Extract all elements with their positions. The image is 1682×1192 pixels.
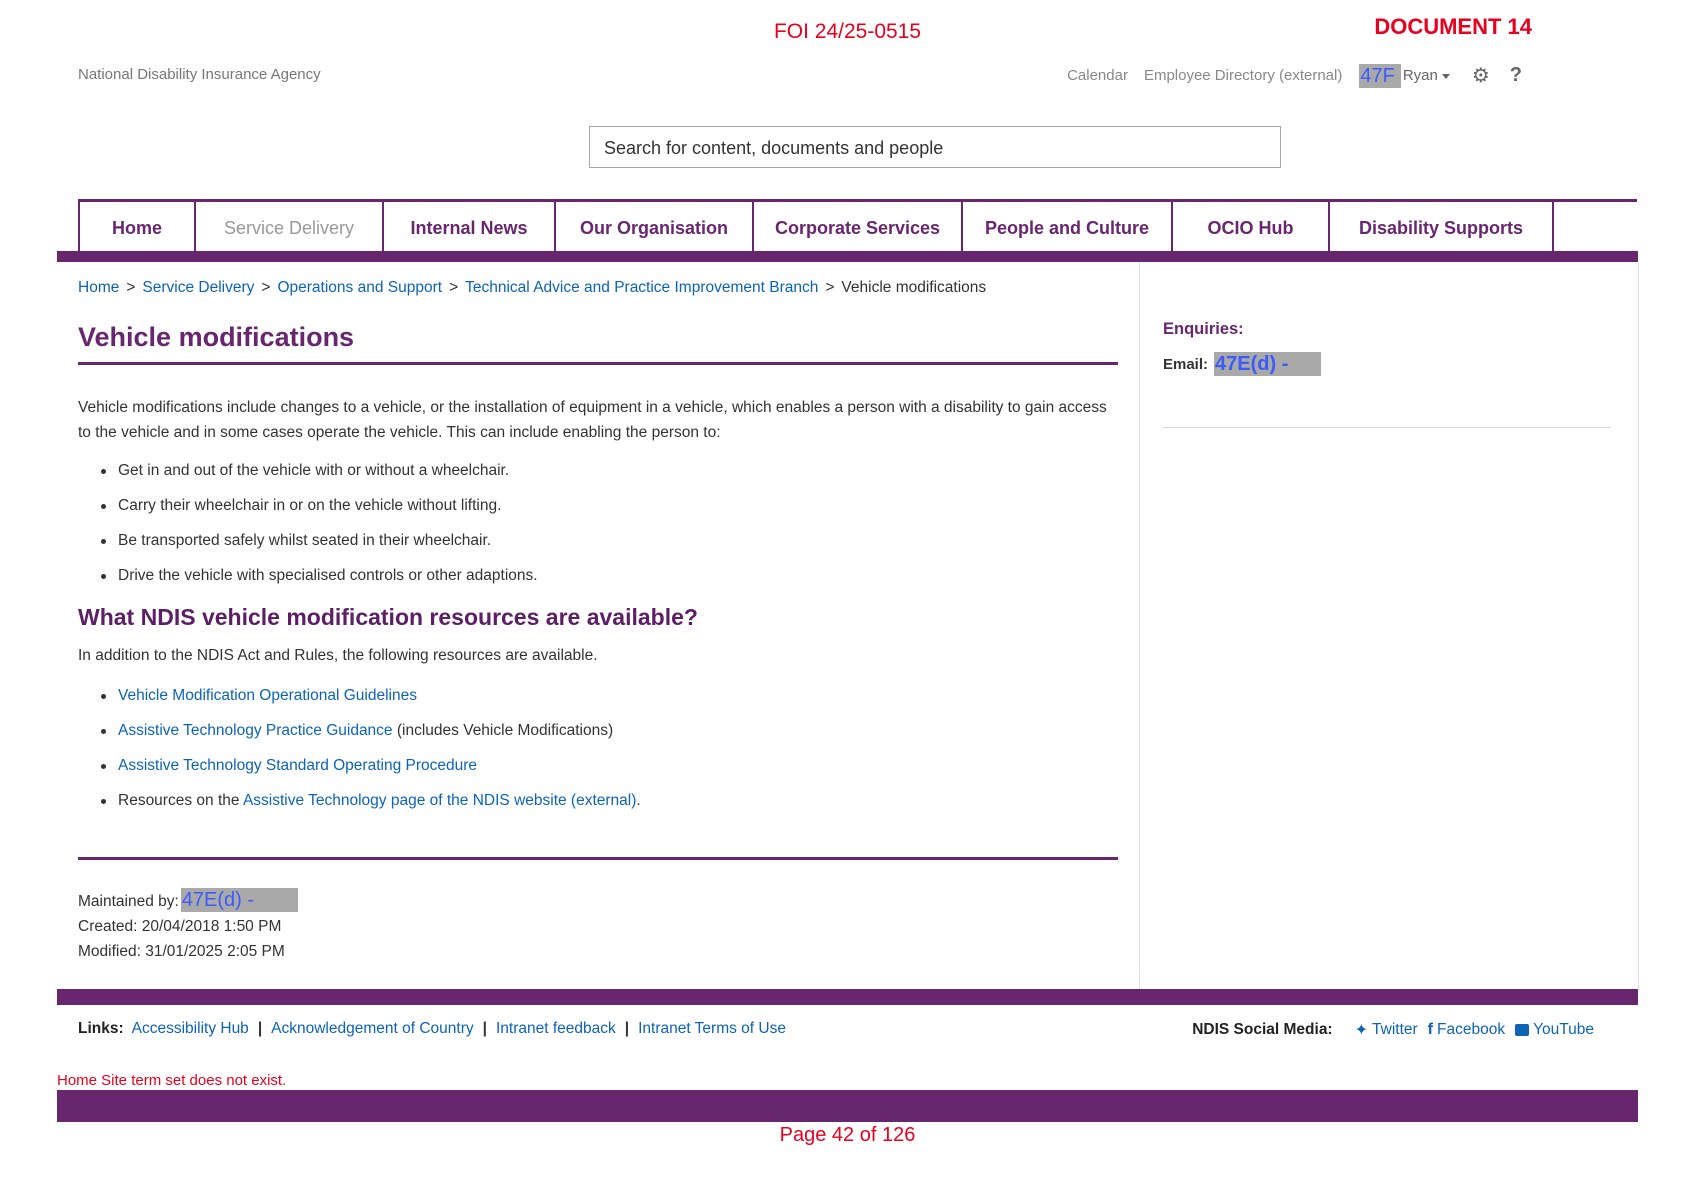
resources-list [78,687,641,827]
list-item [78,687,641,722]
tab-disability-supports[interactable]: Disability Supports [1328,202,1554,254]
youtube-link[interactable] [1515,1021,1594,1039]
foi-reference-stamp: FOI 24/25-0515 [773,20,922,43]
resources-prefix: Resources on the [118,792,243,809]
content-bottom-divider [78,857,1118,860]
email-redaction: 47E(d) - [1214,352,1321,376]
twitter-icon: ✦ [1354,1022,1369,1039]
gear-icon[interactable]: ⚙ [1471,65,1490,87]
standard-operating-procedure-link[interactable]: Assistive Technology Standard Operating Procedure [118,757,478,774]
user-menu[interactable] [1403,67,1450,84]
link-separator: | [257,1020,263,1037]
tab-internal-news[interactable]: Internal News [382,202,554,254]
list-item [78,792,641,827]
resources-suffix: . [636,792,641,809]
nav-underline-bar [57,251,1638,262]
intranet-feedback-link[interactable]: Intranet feedback [495,1020,616,1037]
intranet-terms-link[interactable]: Intranet Terms of Use [638,1020,786,1037]
tab-service-delivery[interactable]: Service Delivery [194,202,382,254]
link-separator: | [482,1020,487,1037]
top-links [1051,63,1522,88]
breadcrumb-separator: > [126,279,136,296]
accessibility-hub-link[interactable]: Accessibility Hub [131,1020,249,1037]
email-label: Email: [1163,355,1209,373]
facebook-icon: f [1427,1021,1433,1038]
breadcrumb-technical-advice[interactable]: Technical Advice and Practice Improvement Branch [465,279,819,296]
maintained-redaction: 47E(d) - [181,888,298,912]
tab-people-and-culture[interactable]: People and Culture [961,202,1171,254]
breadcrumb-separator: > [825,279,835,296]
breadcrumb-separator: > [449,279,459,296]
youtube-icon [1515,1024,1529,1036]
created-date: Created: 20/04/2018 1:50 PM [78,918,282,935]
social-label: NDIS Social Media: [1192,1021,1333,1038]
calendar-link[interactable]: Calendar [1067,67,1128,84]
maintained-label: Maintained by: [78,893,179,910]
content-right-border [1638,262,1639,990]
sidebar-divider-rule [1163,427,1611,428]
capability-list [78,462,538,602]
sidebar-divider [1139,262,1140,990]
twitter-link[interactable] [1355,1020,1418,1040]
list-item: Get in and out of the vehicle with or without a wheelchair. [78,462,538,497]
breadcrumb-current: Vehicle modifications [841,279,987,296]
breadcrumb [78,279,986,297]
youtube-label: YouTube [1533,1021,1594,1038]
term-set-error: Home Site term set does not exist. [57,1072,287,1089]
bottom-bar [57,1090,1638,1122]
page-number-stamp: Page 42 of 126 [779,1124,916,1146]
resources-heading: What NDIS vehicle modification resources are available? [78,604,698,630]
operational-guidelines-link[interactable]: Vehicle Modification Operational Guidelines [118,687,417,704]
user-redaction: 47F [1359,64,1400,88]
social-media-links [1192,1020,1594,1040]
title-divider [78,362,1118,365]
tab-ocio-hub[interactable]: OCIO Hub [1171,202,1328,254]
ndis-website-link[interactable]: Assistive Technology page of the NDIS website (external) [242,792,637,809]
tab-our-organisation[interactable]: Our Organisation [554,202,752,254]
twitter-label: Twitter [1372,1021,1418,1038]
help-icon[interactable]: ? [1509,64,1522,86]
search-input[interactable]: Search for content, documents and people [589,126,1281,168]
modified-date: Modified: 31/01/2025 2:05 PM [78,943,285,960]
footer-links [78,1020,786,1038]
intro-paragraph: Vehicle modifications include changes to a vehicle, or the installation of equipment in a vehicle, which enables a person with a disability to gain access to the vehicle and in some cases operate the vehicle. This can include enabling the person to: [78,399,1107,441]
list-item [78,757,641,792]
tab-corporate-services[interactable]: Corporate Services [752,202,961,254]
breadcrumb-home[interactable]: Home [78,279,120,296]
enquiries-email [1163,352,1321,376]
list-item: Be transported safely whilst seated in their wheelchair. [78,532,538,567]
practice-guidance-note: (includes Vehicle Modifications) [392,722,614,739]
list-item: Drive the vehicle with specialised controls or other adaptions. [78,567,538,602]
tab-home[interactable]: Home [78,202,194,254]
facebook-link[interactable] [1428,1021,1505,1039]
employee-directory-link[interactable]: Employee Directory (external) [1143,67,1343,84]
page-title: Vehicle modifications [78,322,355,352]
acknowledgement-of-country-link[interactable]: Acknowledgement of Country [271,1020,474,1037]
resources-intro: In addition to the NDIS Act and Rules, the following resources are available. [78,647,598,664]
maintained-by [78,888,298,914]
footer-bar [57,989,1638,1005]
agency-name: National Disability Insurance Agency [78,66,321,83]
enquiries-title: Enquiries: [1163,320,1244,338]
page-metadata [78,888,298,964]
chevron-down-icon [1442,74,1450,79]
user-name: Ryan [1402,67,1438,84]
breadcrumb-service-delivery[interactable]: Service Delivery [142,279,255,296]
document-number-stamp: DOCUMENT 14 [1374,14,1532,39]
breadcrumb-separator: > [261,279,271,296]
facebook-label: Facebook [1437,1021,1506,1038]
list-item: Carry their wheelchair in or on the vehicle without lifting. [78,497,538,532]
link-separator: | [624,1020,630,1037]
list-item [78,722,641,757]
footer-links-label: Links: [78,1020,124,1037]
breadcrumb-operations-and-support[interactable]: Operations and Support [277,279,443,296]
main-navigation [78,199,1637,254]
practice-guidance-link[interactable]: Assistive Technology Practice Guidance [118,722,393,739]
